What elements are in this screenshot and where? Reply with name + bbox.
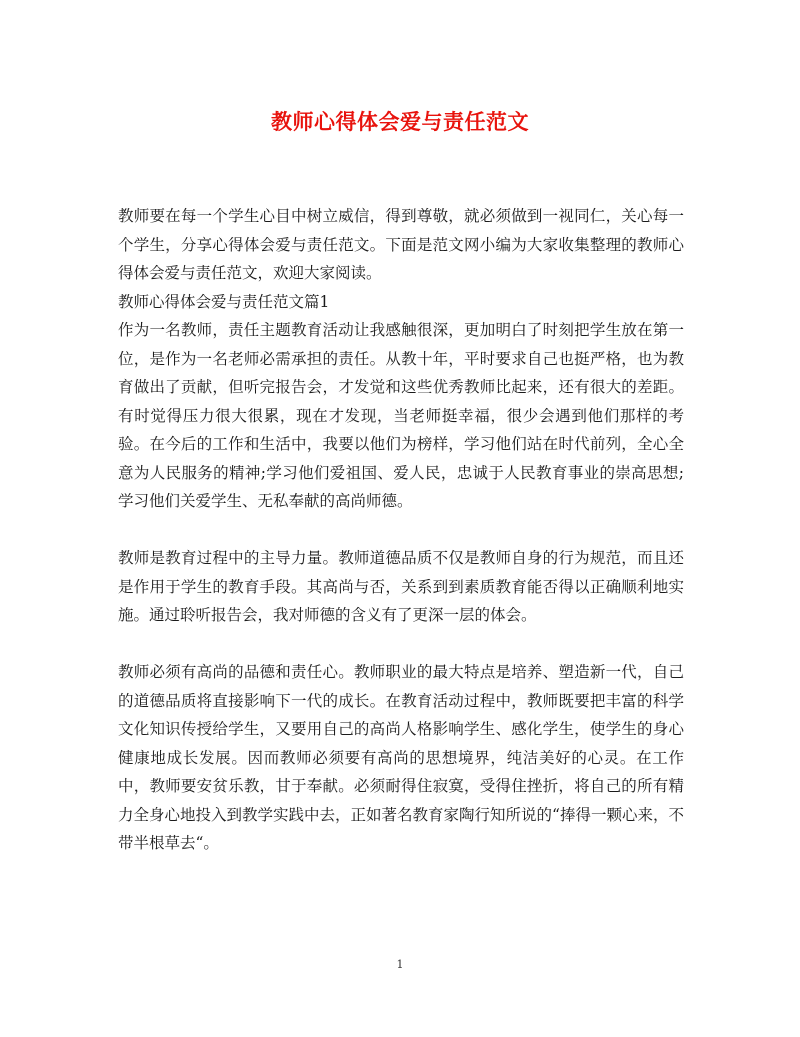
document-title: 教师心得体会爱与责任范文 (271, 109, 529, 134)
page-number: 1 (396, 958, 404, 971)
section-heading: 教师心得体会爱与责任范文篇1 (118, 292, 330, 311)
document-body (118, 202, 684, 858)
body-paragraph-1: 作为一名教师，责任主题教育活动让我感触很深，更加明白了时刻把学生放在第一位，是作为一名老师必需承担的责任。从教十年，平时要求自己也挺严格，也为教育做出了贡献，但听完报告会，才发觉和这些优秀教师比起来，还有很大的差距。有时觉得压力很大很累，现在才发现，当老师挺幸福，很少会遇到他们那样的考验。在今后的工作和生活中，我要以他们为榜样，学习他们站在时代前列，全心全意为人民服务的精神;学习他们爱祖国、爱人民，忠诚于人民教育事业的崇高思想;学习他们关爱学生、无私奉献的高尚师德。 (118, 321, 684, 510)
body-paragraph-2: 教师是教育过程中的主导力量。教师道德品质不仅是教师自身的行为规范，而且还是作用于学生的教育手段。其高尚与否，关系到到素质教育能否得以正确顺利地实施。通过聆听报告会，我对师德的含义有了更深一层的体会。 (118, 549, 684, 624)
body-paragraph-3: 教师必须有高尚的品德和责任心。教师职业的最大特点是培养、塑造新一代，自己的道德品质将直接影响下一代的成长。在教育活动过程中，教师既要把丰富的科学文化知识传授给学生，又要用自己的高尚人格影响学生、感化学生，使学生的身心健康地成长发展。因而教师必须要有高尚的思想境界，纯洁美好的心灵。在工作中，教师要安贫乐教，甘于奉献。必须耐得住寂寞，受得住挫折，将自己的所有精力全身心地投入到教学实践中去，正如著名教育家陶行知所说的“捧得一颗心来，不带半根草去“。 (118, 663, 684, 852)
intro-paragraph: 教师要在每一个学生心目中树立威信，得到尊敬，就必须做到一视同仁，关心每一个学生，分享心得体会爱与责任范文。下面是范文网小编为大家收集整理的教师心得体会爱与责任范文，欢迎大家阅读。 (118, 207, 684, 282)
